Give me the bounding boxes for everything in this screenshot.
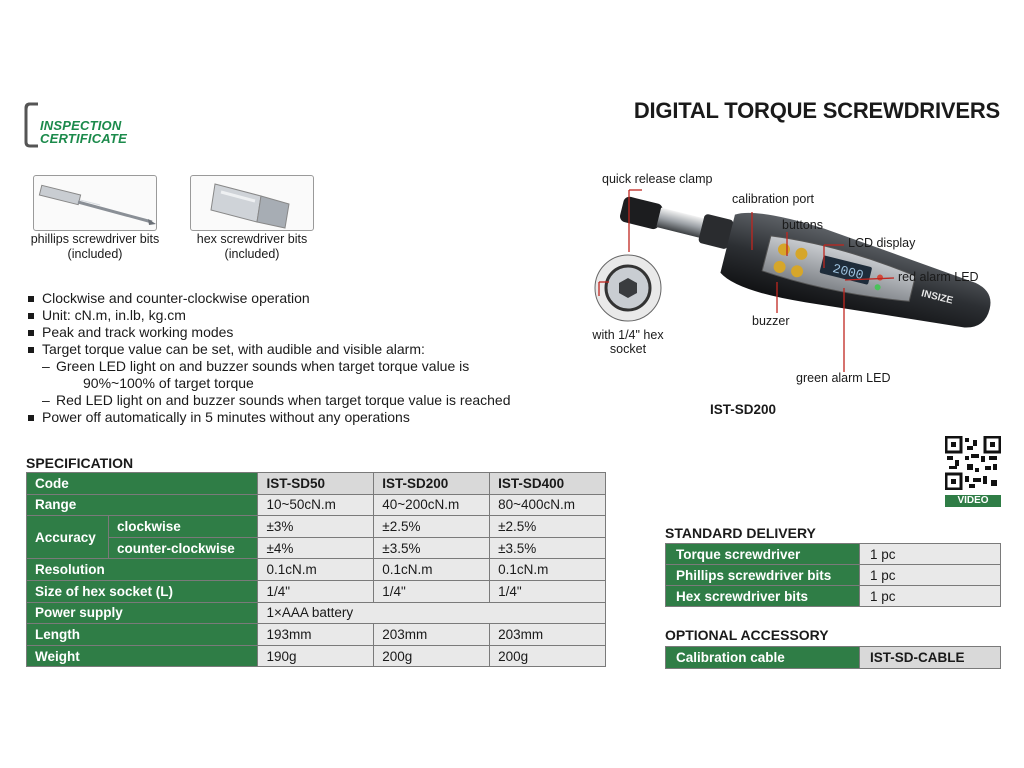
callout-lcd-display: LCD display <box>848 236 916 250</box>
callout-hex-socket: with 1/4" hex socket <box>592 328 664 356</box>
feature-subitem-continued: 90%~100% of target torque <box>83 375 254 391</box>
qr-video-label: VIDEO <box>945 495 1001 507</box>
spec-heading: SPECIFICATION <box>26 455 134 471</box>
callout-green-alarm-led: green alarm LED <box>796 371 891 385</box>
table-row: Torque screwdriver 1 pc <box>666 544 1001 565</box>
phillips-bit-image <box>33 175 157 231</box>
page-title: DIGITAL TORQUE SCREWDRIVERS <box>633 98 1000 123</box>
lcd-value: 2000 <box>831 261 865 284</box>
feature-item: Peak and track working modes <box>28 324 588 341</box>
feature-item: Power off automatically in 5 minutes without any operations <box>28 409 588 426</box>
callout-calibration-port: calibration port <box>732 192 814 206</box>
spec-table <box>26 472 606 667</box>
callout-quick-release-clamp: quick release clamp <box>602 172 713 186</box>
model-label: IST-SD200 <box>710 402 777 417</box>
feature-subitem: – Red LED light on and buzzer sounds when target torque value is reached <box>28 392 588 409</box>
brand-mark: INSIZE <box>920 288 954 307</box>
feature-list <box>28 290 588 426</box>
product-diagram <box>582 170 1002 395</box>
logo-line-2: CERTIFICATE <box>40 131 127 146</box>
feature-item: Unit: cN.m, in.lb, kg.cm <box>28 307 588 324</box>
feature-item: Clockwise and counter-clockwise operation <box>28 290 588 307</box>
video-qr-code[interactable] <box>945 436 1001 506</box>
table-row: Phillips screwdriver bits 1 pc <box>666 565 1001 586</box>
table-row: Resolution 0.1cN.m 0.1cN.m 0.1cN.m <box>27 559 606 581</box>
hex-bit-caption: hex screwdriver bits (included) <box>196 232 308 261</box>
optional-accessory-table <box>665 646 1001 669</box>
qr-code-icon <box>945 436 1001 490</box>
phillips-bit-caption: phillips screwdriver bits (included) <box>30 232 160 261</box>
table-row: Range 10~50cN.m 40~200cN.m 80~400cN.m <box>27 494 606 516</box>
hex-bit-image <box>190 175 314 231</box>
table-row: Weight 190g 200g 200g <box>27 645 606 667</box>
table-row: counter-clockwise ±4% ±3.5% ±3.5% <box>27 537 606 559</box>
optional-accessory-heading: OPTIONAL ACCESSORY <box>665 627 829 643</box>
table-row: Code IST-SD50 IST-SD200 IST-SD400 <box>27 473 606 495</box>
table-row: Accuracy clockwise ±3% ±2.5% ±2.5% <box>27 516 606 538</box>
standard-delivery-heading: STANDARD DELIVERY <box>665 525 816 541</box>
table-row: Power supply 1×AAA battery <box>27 602 606 624</box>
callout-buzzer: buzzer <box>752 314 790 328</box>
feature-item: Target torque value can be set, with audible and visible alarm: <box>28 341 588 358</box>
feature-subitem: – Green LED light on and buzzer sounds when target torque value is <box>28 358 588 375</box>
logo-line-1: INSPECTION <box>40 118 122 133</box>
table-row: Size of hex socket (L) 1/4" 1/4" 1/4" <box>27 580 606 602</box>
standard-delivery-table <box>665 543 1001 607</box>
inspection-certificate-logo <box>24 100 162 150</box>
table-row: Calibration cable IST-SD-CABLE <box>666 647 1001 669</box>
table-row: Length 193mm 203mm 203mm <box>27 624 606 646</box>
table-row: Hex screwdriver bits 1 pc <box>666 586 1001 607</box>
callout-buttons: buttons <box>782 218 824 232</box>
callout-red-alarm-led: red alarm LED <box>898 270 979 284</box>
